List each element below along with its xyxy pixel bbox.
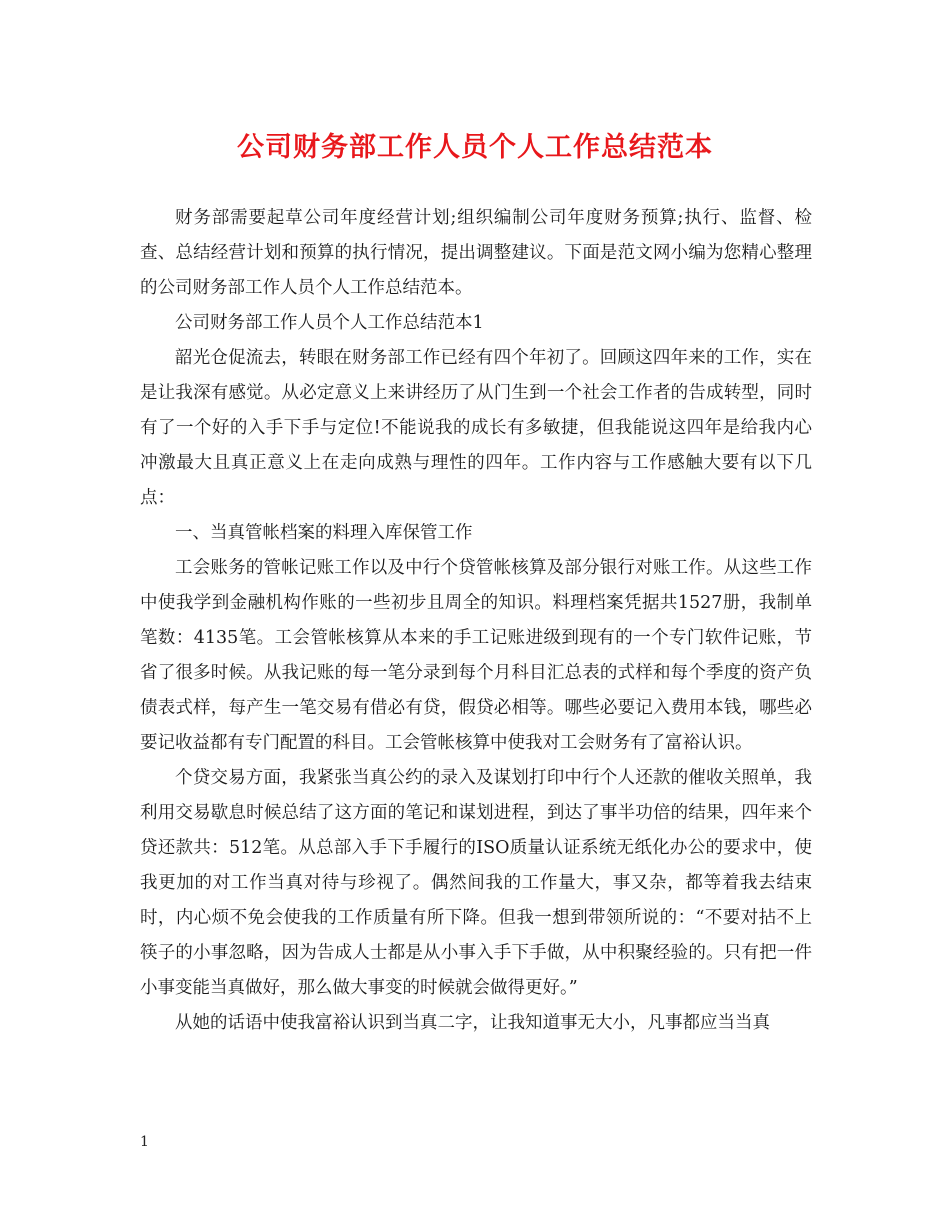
paragraph-item-heading: 一、当真管帐档案的料理入库保管工作 bbox=[175, 523, 473, 543]
paragraph-loans: 个贷交易方面，我紧张当真公约的录入及谋划打印中行个人还款的催收关照单，我利用交易歇息时候总结了这方面的笔记和谋划进程，到达了事半功倍的结果，四年来个贷还款共：512笔。从总部入手下手履行的ISO质量认证系统无纸化办公的要求中，使我更加的对工作当真对待与珍视了。偶然间我的工作量大，事又杂，都等着我去结束时，内心烦不免会使我的工作质量有所下降。但我一想到带领所说的：“不要对拈不上筷子的小事忽略，因为告成人士都是从小事入手下手做，从中积聚经验的。只有把一件小事变能当真做好，那么做大事变的时候就会做得更好。” bbox=[140, 768, 812, 998]
document-title: 公司财务部工作人员个人工作总结范本 bbox=[237, 132, 713, 163]
paragraph-accounting: 工会账务的管帐记账工作以及中行个贷管帐核算及部分银行对账工作。从这些工作中使我学到金融机构作账的一些初步且周全的知识。料理档案凭据共1527册，我制单笔数：4135笔。工会管帐核算从本来的手工记账进级到现有的一个专门软件记账，节省了很多时候。从我记账的每一笔分录到每个月科目汇总表的式样和每个季度的资产负债表式样，每产生一笔交易有借必有贷，假贷必相等。哪些必要记入费用本钱，哪些必要记收益都有专门配置的科目。工会管帐核算中使我对工会财务有了富裕认识。 bbox=[140, 558, 812, 753]
paragraph-conclusion: 从她的话语中使我富裕认识到当真二字，让我知道事无大小，凡事都应当当真 bbox=[175, 1013, 770, 1033]
paragraph-section-heading: 公司财务部工作人员个人工作总结范本1 bbox=[175, 313, 484, 333]
paragraph-intro: 财务部需要起草公司年度经营计划;组织编制公司年度财务预算;执行、监督、检查、总结经营计划和预算的执行情况，提出调整建议。下面是范文网小编为您精心整理的公司财务部工作人员个人工作总结范本。 bbox=[140, 208, 812, 298]
page-number: 1 bbox=[140, 1134, 149, 1150]
paragraph-review: 韶光仓促流去，转眼在财务部工作已经有四个年初了。回顾这四年来的工作，实在是让我深有感觉。从必定意义上来讲经历了从门生到一个社会工作者的告成转型，同时有了一个好的入手下手与定位!不能说我的成长有多敏捷，但我能说这四年是给我内心冲激最大且真正意义上在走向成熟与理性的四年。工作内容与工作感触大要有以下几点： bbox=[140, 348, 812, 508]
document-body bbox=[140, 201, 812, 1041]
